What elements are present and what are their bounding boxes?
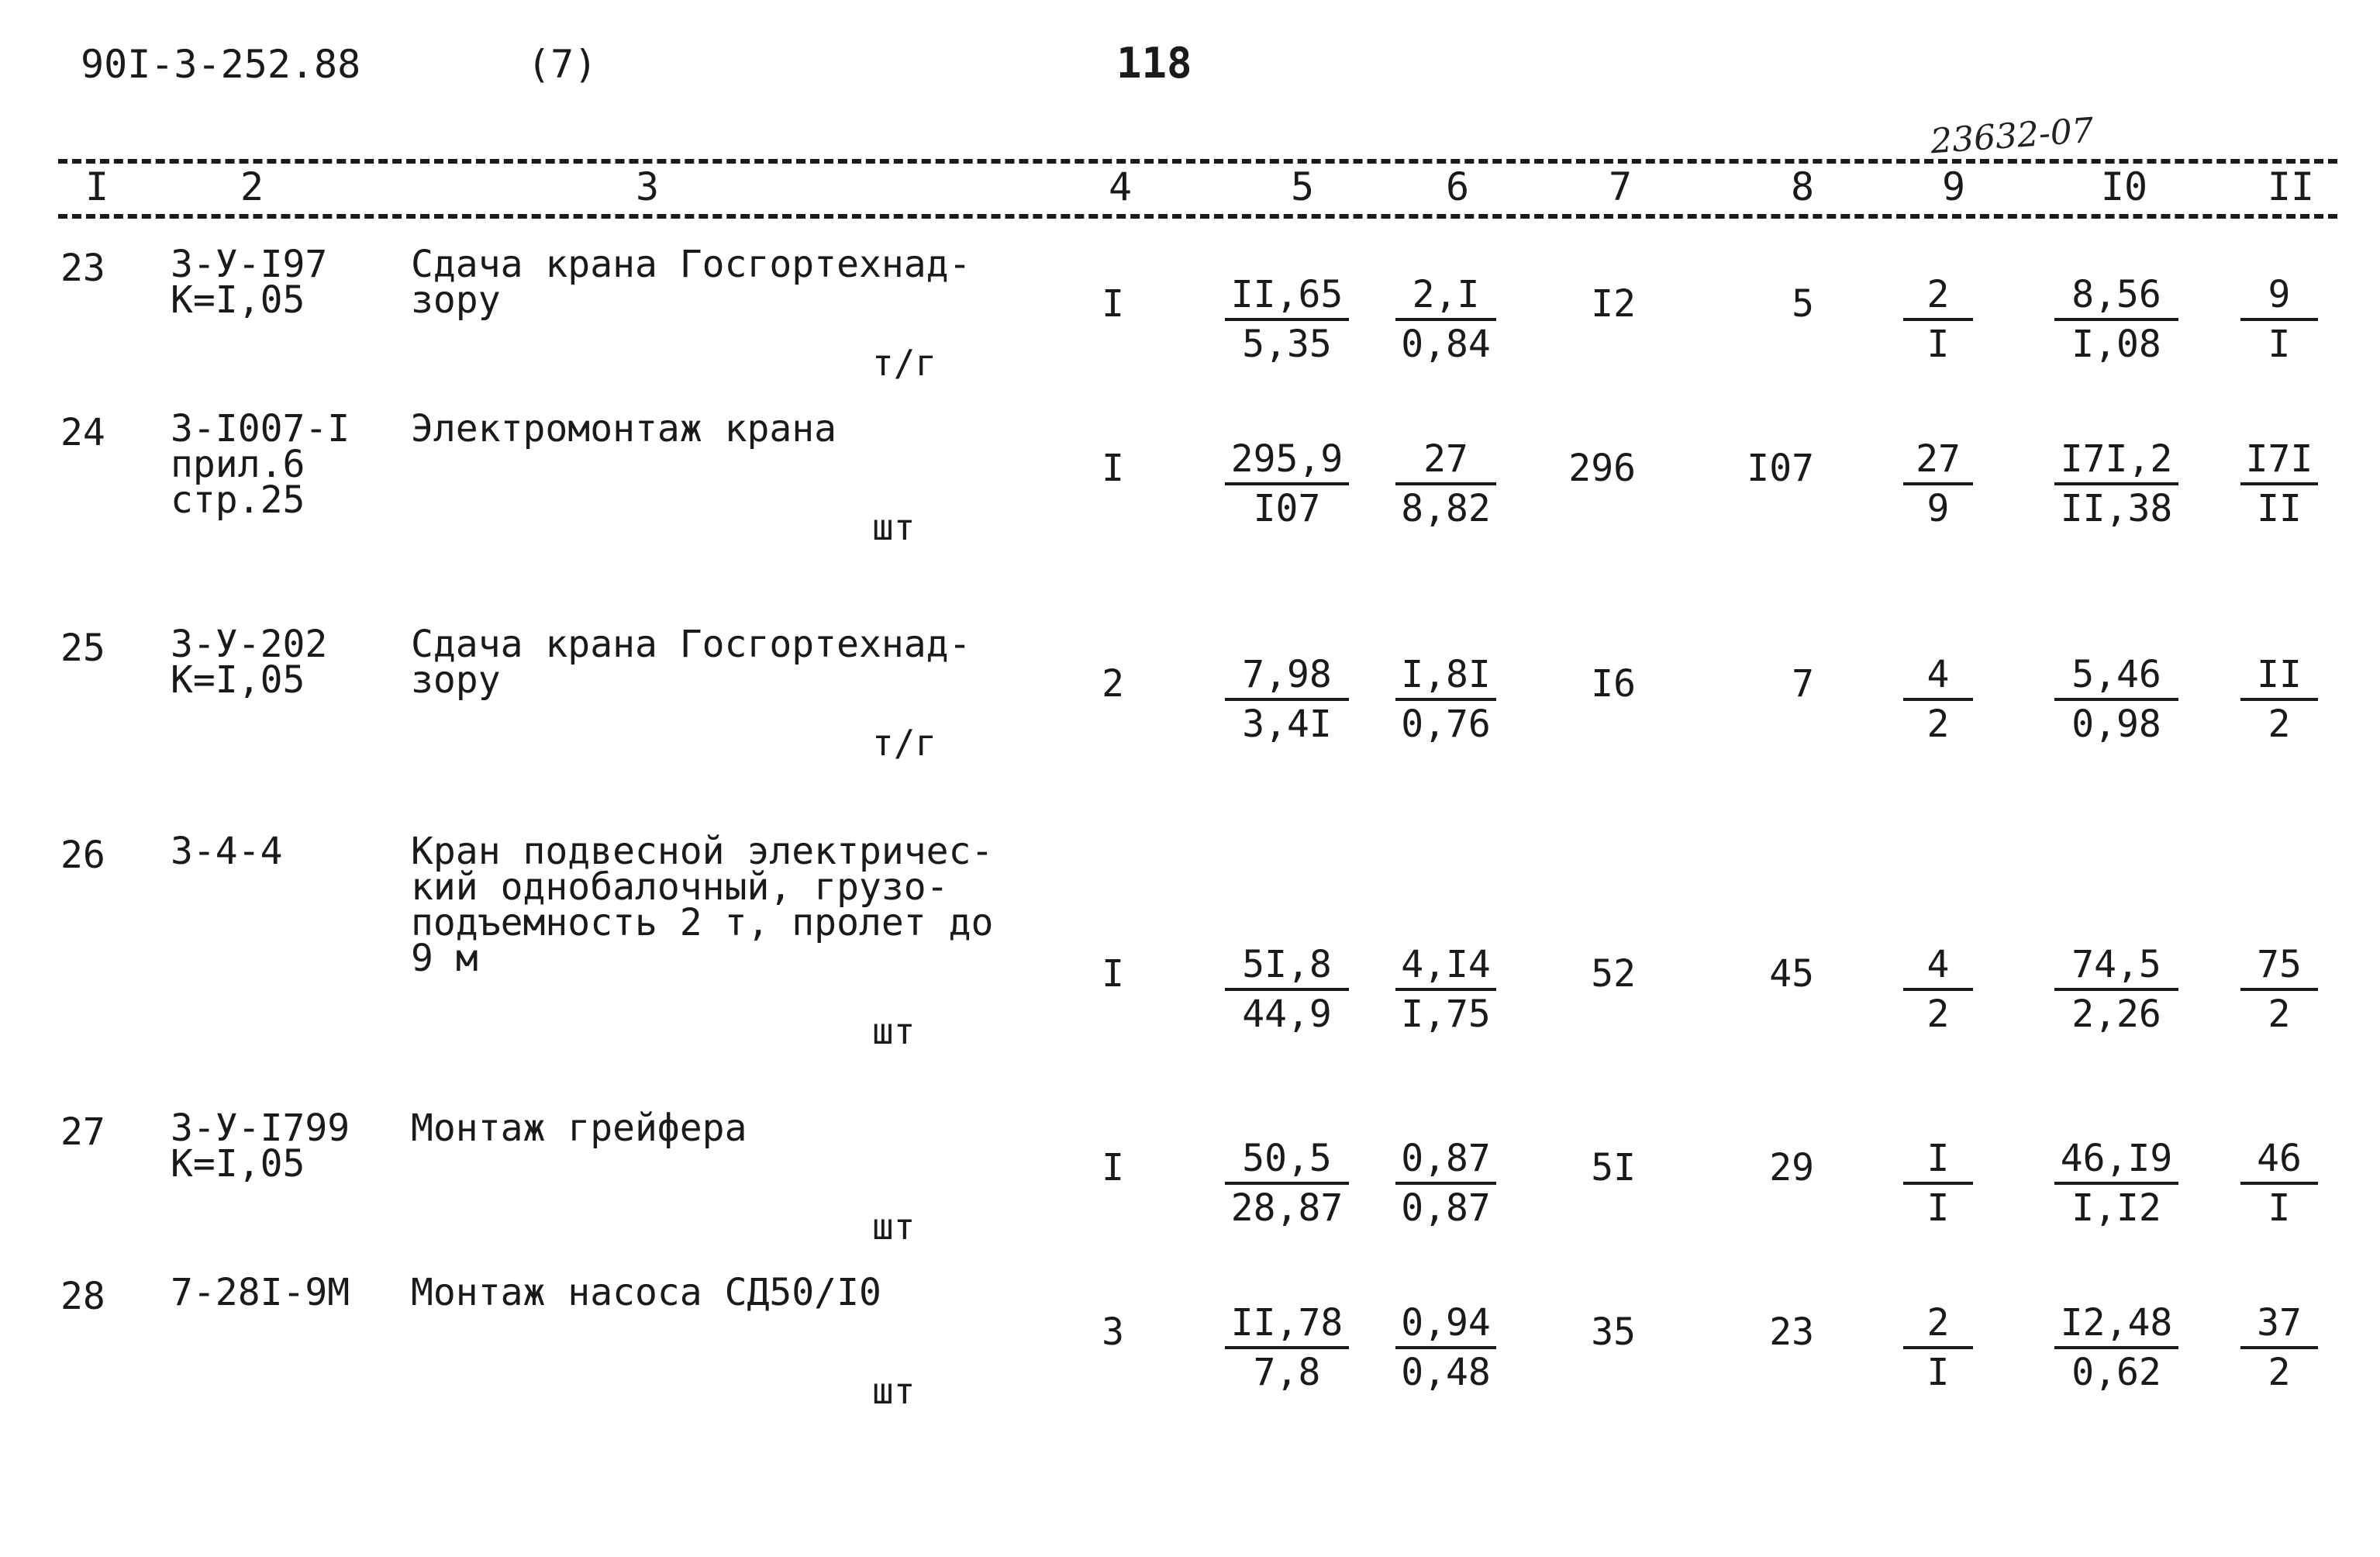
work-description: Сдача крана Госгортехнад- зору	[411, 243, 971, 322]
col10-value-numerator: 5,46	[2054, 653, 2178, 701]
col8-value: 45	[1769, 952, 1814, 996]
col5-value	[1225, 273, 1349, 368]
sheet-number: (7)	[527, 42, 598, 87]
quantity: I	[1102, 282, 1124, 326]
col6-value-numerator: 0,87	[1395, 1137, 1496, 1185]
col11-value-denominator: 2	[2268, 1351, 2291, 1394]
column-header-3: 3	[635, 164, 660, 209]
handwritten-stamp: 23632-07	[1929, 110, 2095, 162]
col6-value-denominator: 0,87	[1401, 1186, 1491, 1230]
col11-value	[2240, 273, 2318, 368]
col8-value: 7	[1792, 662, 1814, 706]
column-header-8: 8	[1790, 164, 1815, 209]
col11-value-numerator: 75	[2240, 943, 2318, 991]
row-number: 24	[60, 411, 105, 454]
col11-value-denominator: I	[2268, 1186, 2291, 1230]
col6-value-denominator: I,75	[1401, 993, 1491, 1036]
col9-value	[1903, 1301, 1973, 1396]
col10-value-denominator: I,08	[2071, 323, 2161, 366]
col9-value	[1903, 1137, 1973, 1231]
col9-value-denominator: I	[1926, 1351, 1950, 1394]
col6-value	[1395, 943, 1496, 1037]
norm-code: 3-У-202 К=I,05	[171, 623, 328, 702]
column-header-5: 5	[1290, 164, 1315, 209]
column-header-11: II	[2267, 164, 2315, 209]
norm-code: 3-У-I97 К=I,05	[171, 243, 328, 322]
col5-value-denominator: 7,8	[1253, 1351, 1321, 1394]
col9-value	[1903, 943, 1973, 1037]
col6-value-denominator: 8,82	[1401, 487, 1491, 530]
col10-value	[2054, 1301, 2178, 1396]
col8-value: 5	[1792, 282, 1814, 326]
col9-value	[1903, 273, 1973, 368]
norm-code: 3-У-I799 К=I,05	[171, 1106, 350, 1186]
page-number: 118	[1116, 39, 1192, 88]
col11-value-denominator: I	[2268, 323, 2291, 366]
col9-value-denominator: I	[1926, 1186, 1950, 1230]
quantity: I	[1102, 1146, 1124, 1189]
col10-value-denominator: 2,26	[2071, 993, 2161, 1036]
quantity: 2	[1102, 662, 1124, 706]
col11-value-numerator: 46	[2240, 1137, 2318, 1185]
col5-value	[1225, 653, 1349, 747]
column-header-2: 2	[240, 164, 264, 209]
norm-code: 3-I007-I прил.6 стр.25	[171, 407, 350, 522]
col7-value: I2	[1591, 282, 1636, 326]
norm-code: 7-28I-9М	[171, 1271, 350, 1314]
col10-value-numerator: 74,5	[2054, 943, 2178, 991]
col10-value	[2054, 273, 2178, 368]
col9-value-denominator: I	[1926, 323, 1950, 366]
col5-value-denominator: 28,87	[1230, 1186, 1343, 1230]
column-header-4: 4	[1108, 164, 1133, 209]
col10-value-denominator: 0,62	[2071, 1351, 2161, 1394]
col9-value-numerator: 2	[1903, 1301, 1973, 1349]
col7-value: I6	[1591, 662, 1636, 706]
row-number: 25	[60, 627, 105, 670]
col6-value-numerator: 4,I4	[1395, 943, 1496, 991]
col9-value-numerator: I	[1903, 1137, 1973, 1185]
col9-value-denominator: 9	[1926, 487, 1950, 530]
work-description: Монтаж грейфера	[411, 1106, 747, 1150]
col11-value-denominator: 2	[2268, 993, 2291, 1036]
col10-value	[2054, 1137, 2178, 1231]
unit-of-measure: шт	[872, 506, 916, 548]
col9-value	[1903, 653, 1973, 747]
work-description: Сдача крана Госгортехнад- зору	[411, 623, 971, 702]
col6-value-numerator: 27	[1395, 437, 1496, 485]
doc-code: 90I-3-252.88	[81, 42, 361, 87]
col9-value-numerator: 2	[1903, 273, 1973, 321]
row-number: 27	[60, 1110, 105, 1154]
unit-of-measure: т/г	[872, 342, 937, 384]
col5-value-numerator: 295,9	[1225, 437, 1349, 485]
col5-value-numerator: 5I,8	[1225, 943, 1349, 991]
quantity: I	[1102, 447, 1124, 490]
col11-value	[2240, 653, 2318, 747]
col11-value-numerator: II	[2240, 653, 2318, 701]
col10-value-numerator: 8,56	[2054, 273, 2178, 321]
col10-value-denominator: 0,98	[2071, 703, 2161, 746]
col7-value: 5I	[1591, 1146, 1636, 1189]
column-header-9: 9	[1941, 164, 1966, 209]
header-rule-bottom	[58, 214, 2337, 219]
col5-value-denominator: 44,9	[1242, 993, 1332, 1036]
col11-value	[2240, 437, 2318, 532]
col11-value	[2240, 1301, 2318, 1396]
col7-value: 52	[1591, 952, 1636, 996]
work-description: Кран подвесной электричес- кий однобалочный, грузо- подъемность 2 т, пролет до 9 м	[411, 830, 994, 980]
col5-value	[1225, 1301, 1349, 1396]
col9-value-numerator: 4	[1903, 653, 1973, 701]
col5-value-numerator: II,78	[1225, 1301, 1349, 1349]
col6-value-denominator: 0,84	[1401, 323, 1491, 366]
col9-value-numerator: 4	[1903, 943, 1973, 991]
col8-value: 29	[1769, 1146, 1814, 1189]
col8-value: 23	[1769, 1310, 1814, 1354]
col8-value: I07	[1747, 447, 1814, 490]
col11-value-denominator: 2	[2268, 703, 2291, 746]
col5-value-denominator: 3,4I	[1242, 703, 1332, 746]
col5-value-denominator: I07	[1253, 487, 1321, 530]
col7-value: 35	[1591, 1310, 1636, 1354]
col9-value-denominator: 2	[1926, 703, 1950, 746]
unit-of-measure: шт	[872, 1010, 916, 1052]
col6-value	[1395, 653, 1496, 747]
unit-of-measure: т/г	[872, 722, 937, 764]
row-number: 26	[60, 834, 105, 877]
col5-value-numerator: 50,5	[1225, 1137, 1349, 1185]
col6-value-numerator: I,8I	[1395, 653, 1496, 701]
norm-code: 3-4-4	[171, 830, 283, 873]
column-header-6: 6	[1445, 164, 1470, 209]
col6-value	[1395, 1137, 1496, 1231]
col11-value-numerator: 37	[2240, 1301, 2318, 1349]
header-rule-top	[58, 159, 2337, 164]
col7-value: 296	[1568, 447, 1636, 490]
quantity: I	[1102, 952, 1124, 996]
col5-value-denominator: 5,35	[1242, 323, 1332, 366]
work-description: Электромонтаж крана	[411, 407, 837, 451]
unit-of-measure: шт	[872, 1206, 916, 1248]
row-number: 28	[60, 1275, 105, 1318]
col5-value	[1225, 943, 1349, 1037]
col9-value-numerator: 27	[1903, 437, 1973, 485]
col11-value	[2240, 943, 2318, 1037]
col10-value-denominator: II,38	[2060, 487, 2173, 530]
col11-value-numerator: I7I	[2240, 437, 2318, 485]
col10-value-numerator: I7I,2	[2054, 437, 2178, 485]
col10-value-numerator: 46,I9	[2054, 1137, 2178, 1185]
col5-value-numerator: 7,98	[1225, 653, 1349, 701]
column-header-1: I	[85, 164, 109, 209]
col6-value-denominator: 0,48	[1401, 1351, 1491, 1394]
column-header-7: 7	[1608, 164, 1633, 209]
col6-value	[1395, 437, 1496, 532]
col10-value	[2054, 943, 2178, 1037]
column-header-10: I0	[2100, 164, 2148, 209]
col11-value-denominator: II	[2257, 487, 2302, 530]
col5-value	[1225, 1137, 1349, 1231]
col11-value-numerator: 9	[2240, 273, 2318, 321]
row-number: 23	[60, 247, 105, 290]
col6-value-numerator: 0,94	[1395, 1301, 1496, 1349]
col6-value-numerator: 2,I	[1395, 273, 1496, 321]
col5-value-numerator: II,65	[1225, 273, 1349, 321]
col10-value-denominator: I,I2	[2071, 1186, 2161, 1230]
col10-value-numerator: I2,48	[2054, 1301, 2178, 1349]
col5-value	[1225, 437, 1349, 532]
col6-value-denominator: 0,76	[1401, 703, 1491, 746]
unit-of-measure: шт	[872, 1370, 916, 1412]
col9-value	[1903, 437, 1973, 532]
quantity: 3	[1102, 1310, 1124, 1354]
col10-value	[2054, 437, 2178, 532]
col9-value-denominator: 2	[1926, 993, 1950, 1036]
col6-value	[1395, 1301, 1496, 1396]
col6-value	[1395, 273, 1496, 368]
col11-value	[2240, 1137, 2318, 1231]
col10-value	[2054, 653, 2178, 747]
work-description: Монтаж насоса СД50/I0	[411, 1271, 881, 1314]
